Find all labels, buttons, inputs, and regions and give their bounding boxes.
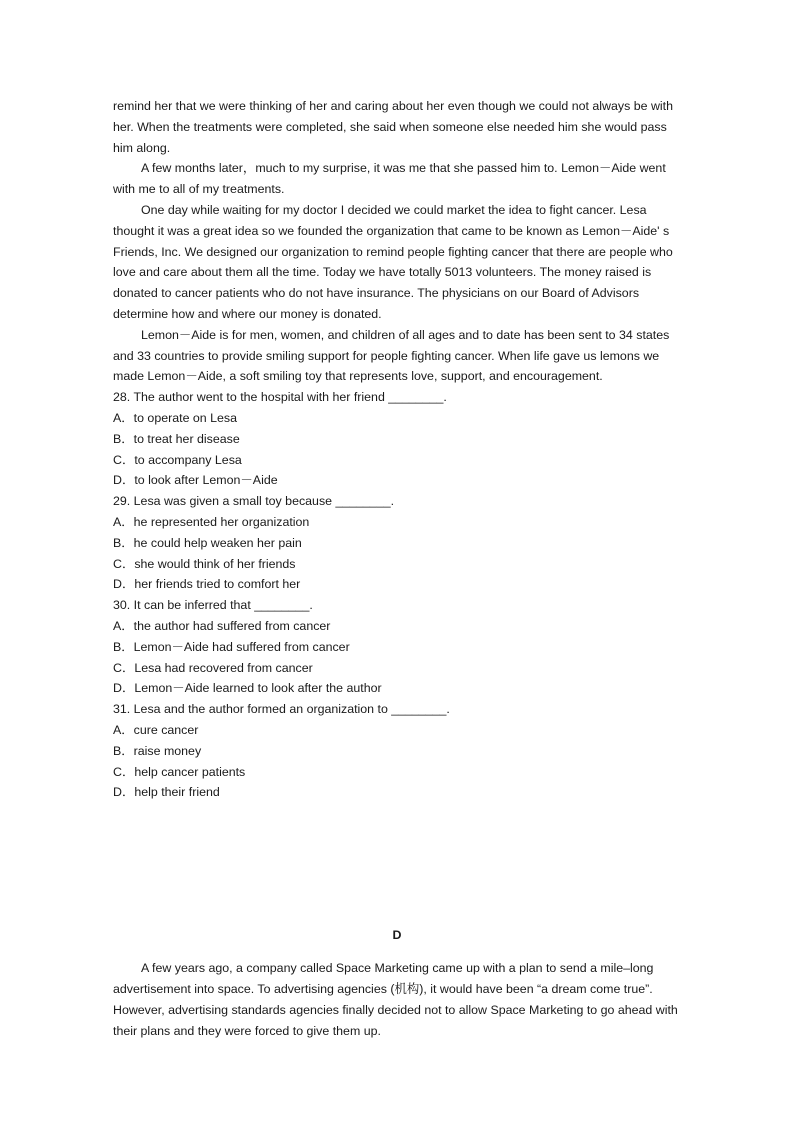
question-31 — [113, 699, 681, 803]
option-d: D．to look after Lemon－Aide — [113, 473, 278, 488]
reading-passage-c — [113, 96, 681, 803]
option-b: B．he could help weaken her pain — [113, 535, 302, 550]
option-b: B．raise money — [113, 743, 202, 758]
option-a: A．to operate on Lesa — [113, 410, 237, 425]
question-30 — [113, 595, 681, 699]
passage-paragraph-4: Lemon－Aide is for men, women, and children of all ages and to date has been sent to 34 states and 33 countries to provide smiling support for people fighting cancer. When life gave us lemons we made Lemon－Aide, a soft smiling toy that represents love, support, and encouragement. — [113, 327, 670, 384]
passage-paragraph-1: remind her that we were thinking of her and caring about her even though we could not always be with her. When the treatments were completed, she said when someone else needed him she would pass him along. — [113, 99, 673, 155]
question-29 — [113, 491, 681, 595]
question-stem: 28. The author went to the hospital with her friend ________. — [113, 390, 447, 405]
option-d: D．Lemon－Aide learned to look after the author — [113, 681, 382, 696]
option-d: D．help their friend — [113, 785, 220, 800]
passage-paragraph-2: A few months later，much to my surprise, it was me that she passed him to. Lemon－Aide went with me to all of my treatments. — [113, 161, 666, 197]
option-a: A．the author had suffered from cancer — [113, 618, 331, 633]
option-d: D．her friends tried to comfort her — [113, 577, 301, 592]
option-b: B．to treat her disease — [113, 431, 240, 446]
option-c: C．Lesa had recovered from cancer — [113, 660, 313, 675]
passage-d-paragraph-1: A few years ago, a company called Space Marketing came up with a plan to send a mile–long advertisement into space. To advertising agencies (机构), it would have been “a dream come true”. However, advertising standards agencies finally decided not to allow Space Marketing to go ahead with their plans and they were forced to give them up. — [113, 961, 678, 1038]
option-a: A．cure cancer — [113, 722, 199, 737]
question-stem: 31. Lesa and the author formed an organization to ________. — [113, 702, 450, 717]
passage-paragraph-3: One day while waiting for my doctor I decided we could market the idea to fight cancer. Lesa thought it was a great idea so we founded the organization that came to be known as Lemon－Aide' s Friends, Inc. We designed our organization to remind people fighting cancer that there are people who love and care about them all the time. Today we have totally 5013 volunteers. The money raised is donated to cancer patients who do not have insurance. The physicians on our Board of Advisors determine how and where our money is donated. — [113, 202, 673, 321]
section-title: D — [392, 928, 402, 942]
option-c: C．help cancer patients — [113, 764, 246, 779]
reading-passage-d — [113, 925, 681, 1054]
question-28 — [113, 387, 681, 491]
option-a: A．he represented her organization — [113, 514, 310, 529]
question-stem: 30. It can be inferred that ________. — [113, 598, 313, 613]
option-c: C．she would think of her friends — [113, 556, 296, 571]
question-stem: 29. Lesa was given a small toy because ________. — [113, 494, 395, 509]
option-b: B．Lemon－Aide had suffered from cancer — [113, 639, 350, 654]
option-c: C．to accompany Lesa — [113, 452, 242, 467]
